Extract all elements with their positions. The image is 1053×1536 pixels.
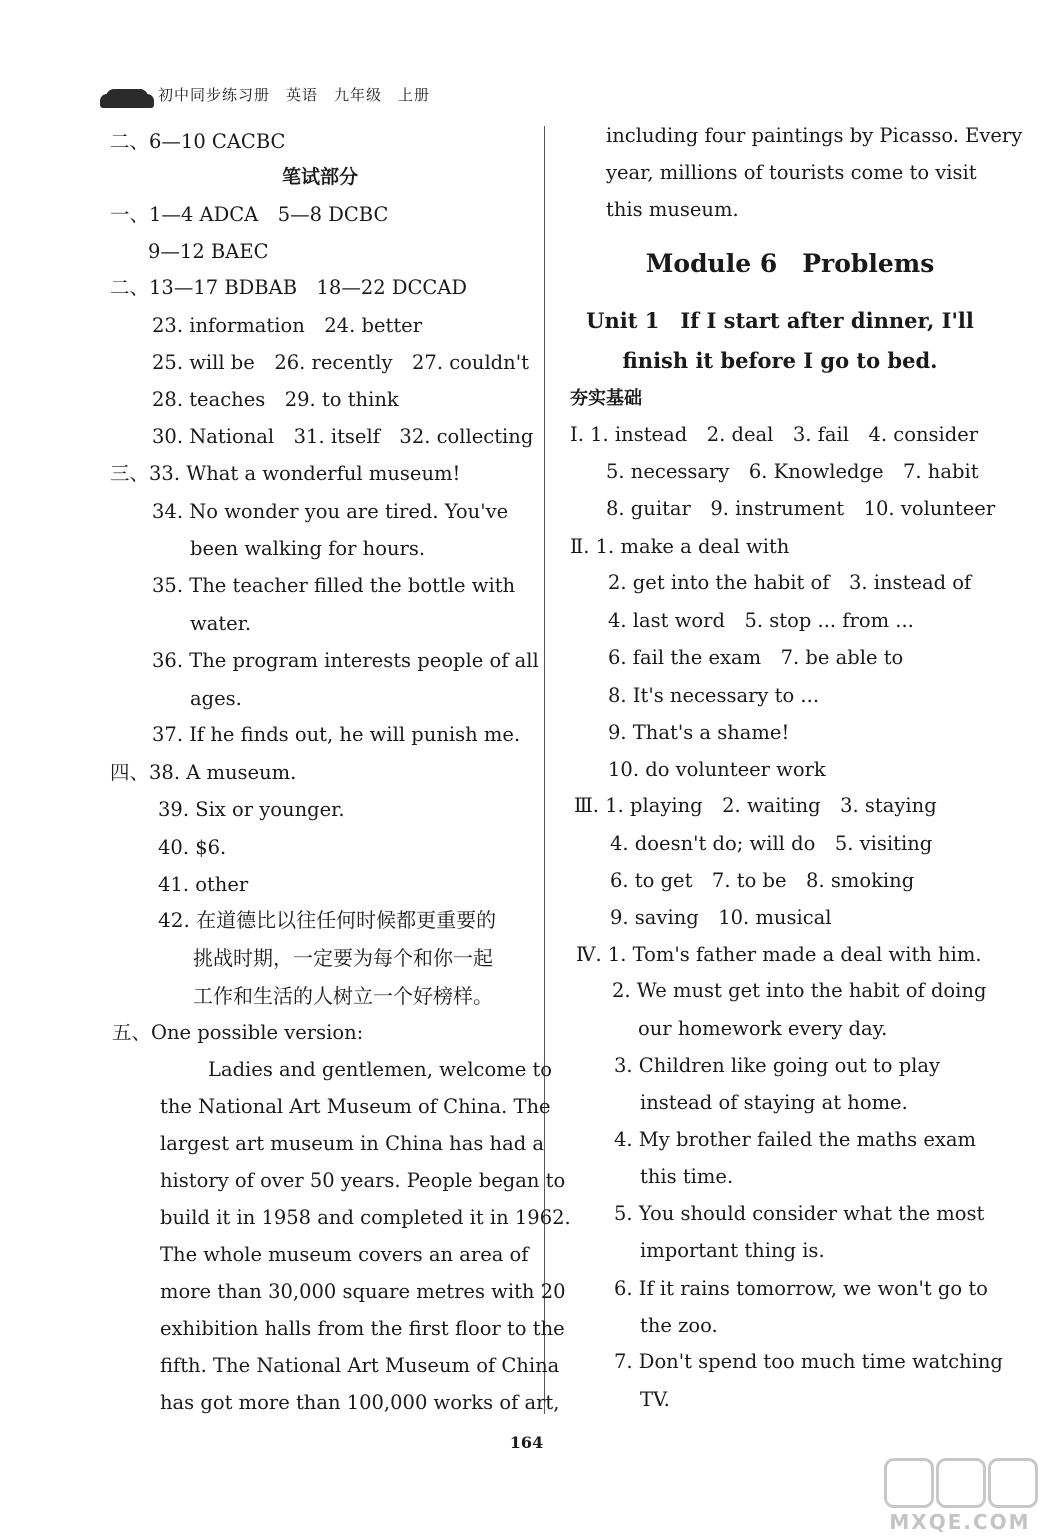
essay-line: largest art museum in China has had a (160, 1132, 545, 1155)
answer-line: 30. National 31. itself 32. collecting (152, 425, 534, 448)
essay-line: year, millions of tourists come to visit (606, 161, 977, 184)
section-heading: 夯实基础 (570, 388, 642, 409)
running-header (100, 78, 520, 114)
answer-line: 二、13—17 BDBAB 18—22 DCCAD (110, 276, 468, 299)
answer-line: 35. The teacher filled the bottle with (152, 574, 516, 597)
essay-line: the National Art Museum of China. The (160, 1095, 551, 1118)
answer-line: 4. last word 5. stop ... from ... (608, 609, 914, 632)
essay-line: has got more than 100,000 works of art, (160, 1391, 560, 1414)
page-number: 164 (509, 1433, 544, 1452)
watermark-glyph-box (936, 1458, 986, 1508)
answer-line: 40. $6. (158, 836, 227, 859)
essay-line: The whole museum covers an area of (160, 1243, 529, 1266)
section-heading: 笔试部分 (281, 166, 358, 188)
answer-line: 7. Don't spend too much time watching (614, 1350, 1003, 1373)
answer-line: 一、1—4 ADCA 5—8 DCBC (110, 203, 389, 226)
answer-line: 9—12 BAEC (148, 240, 269, 263)
answer-line: 2. get into the habit of 3. instead of (608, 571, 972, 594)
answer-line: 五、One possible version: (112, 1021, 364, 1044)
answer-line: ages. (190, 687, 242, 710)
answer-line: 23. information 24. better (152, 314, 423, 337)
answer-line: 9. saving 10. musical (610, 906, 832, 929)
answer-line: 6. fail the exam 7. be able to (608, 646, 904, 669)
answer-line: 四、38. A museum. (110, 761, 297, 784)
essay-line: more than 30,000 square metres with 20 (160, 1280, 566, 1303)
answer-line: 25. will be 26. recently 27. couldn't (152, 351, 529, 374)
answer-line: Ⅱ. 1. make a deal with (570, 535, 790, 558)
answer-line: 二、6—10 CACBC (110, 130, 286, 153)
essay-line: fifth. The National Art Museum of China (160, 1354, 560, 1377)
answer-line: this time. (640, 1165, 734, 1188)
essay-line: history of over 50 years. People began to (160, 1169, 566, 1192)
answer-line: Ⅲ. 1. playing 2. waiting 3. staying (574, 794, 937, 817)
answer-line: 4. doesn't do; will do 5. visiting (610, 832, 933, 855)
answer-line: 6. If it rains tomorrow, we won't go to (614, 1277, 988, 1300)
answer-line: 8. It's necessary to ... (608, 684, 820, 707)
answer-line: 工作和生活的人树立一个好榜样。 (193, 984, 493, 1008)
answer-line: 2. We must get into the habit of doing (612, 979, 987, 1002)
unit-title: Unit 1 If I start after dinner, I'll (586, 308, 974, 333)
answer-line: 4. My brother failed the maths exam (614, 1128, 977, 1151)
watermark-text: MXQE.COM (889, 1510, 1031, 1534)
essay-line: this museum. (606, 198, 739, 221)
module-title: Module 6 Problems (645, 249, 935, 278)
answer-line: 39. Six or younger. (158, 798, 345, 821)
answer-line: 42. 在道德比以往任何时候都更重要的 (158, 908, 497, 932)
answer-line: 28. teaches 29. to think (152, 388, 399, 411)
answer-line: been walking for hours. (190, 537, 426, 560)
answer-line: 37. If he finds out, he will punish me. (152, 723, 521, 746)
essay-line: including four paintings by Picasso. Every (606, 124, 1023, 147)
answer-line: 5. necessary 6. Knowledge 7. habit (606, 460, 979, 483)
answer-line: our homework every day. (638, 1017, 888, 1040)
book-logo-icon (100, 94, 154, 108)
header-title: 初中同步练习册 英语 九年级 上册 (158, 86, 431, 104)
answer-line: 10. do volunteer work (608, 758, 826, 781)
unit-title-continued: finish it before I go to bed. (622, 348, 938, 373)
answer-line: 41. other (158, 873, 249, 896)
watermark-glyph-box (988, 1458, 1038, 1508)
answer-line: Ⅳ. 1. Tom's father made a deal with him. (576, 943, 982, 966)
essay-line: exhibition halls from the first floor to the (160, 1317, 565, 1340)
answer-line: important thing is. (640, 1239, 825, 1262)
answer-line: 9. That's a shame! (608, 721, 790, 744)
answer-line: 3. Children like going out to play (614, 1054, 941, 1077)
answer-line: TV. (640, 1388, 670, 1411)
essay-line: build it in 1958 and completed it in 1962. (160, 1206, 571, 1229)
answer-line: 挑战时期，一定要为每个和你一起 (193, 946, 493, 970)
answer-line: 三、33. What a wonderful museum! (110, 462, 461, 485)
answer-line: the zoo. (640, 1314, 718, 1337)
answer-line: 5. You should consider what the most (614, 1202, 985, 1225)
answer-line: Ⅰ. 1. instead 2. deal 3. fail 4. consider (570, 423, 979, 446)
answer-line: 34. No wonder you are tired. You've (152, 500, 509, 523)
answer-line: 36. The program interests people of all (152, 649, 539, 672)
answer-line: instead of staying at home. (640, 1091, 908, 1114)
watermark-logo (880, 1454, 1040, 1534)
answer-line: water. (190, 612, 252, 635)
answer-line: 8. guitar 9. instrument 10. volunteer (606, 497, 996, 520)
answer-line: 6. to get 7. to be 8. smoking (610, 869, 915, 892)
watermark-glyph-box (884, 1458, 934, 1508)
essay-line: Ladies and gentlemen, welcome to (208, 1058, 553, 1081)
